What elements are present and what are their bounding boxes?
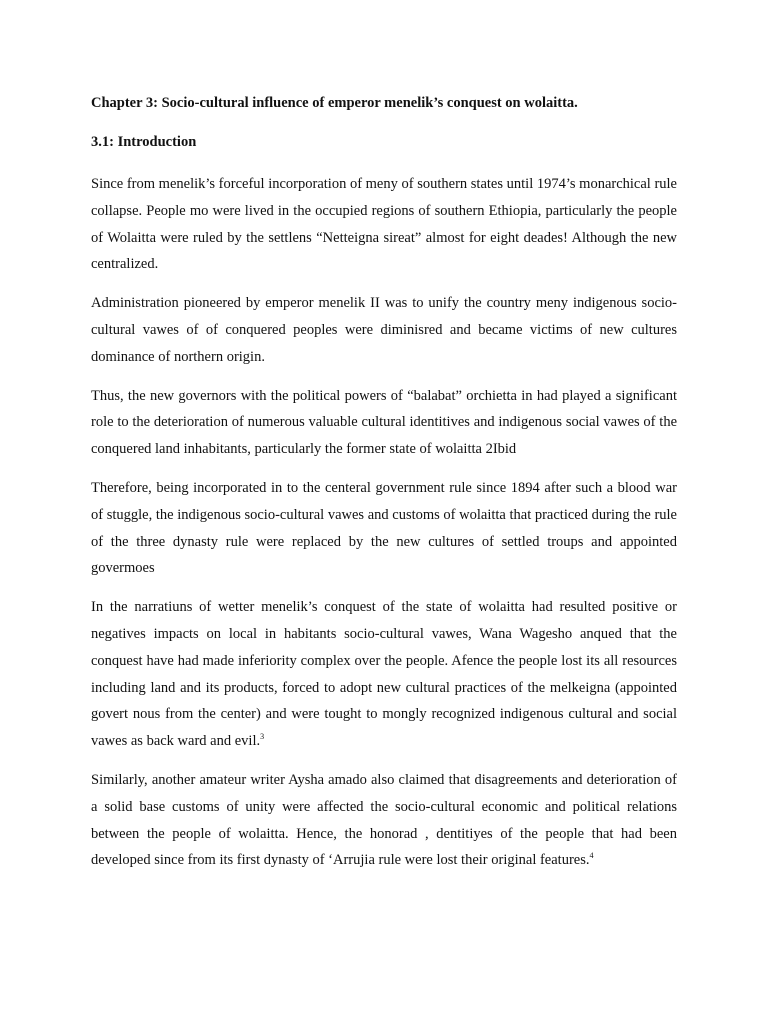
- paragraph-text: Therefore, being incorporated in to the centeral government rule since 1894 after such a blood war of stuggle, the indigenous socio-cultural vawes and customs of wolaitta that practiced during the rule of the three dynasty rule were replaced by the new cultures of settled troups and appointed govermoes: [91, 479, 677, 577]
- footnote-ref-3: 3: [260, 732, 265, 742]
- paragraph-2: [91, 290, 677, 370]
- paragraph-3: [91, 383, 677, 463]
- paragraph-1: [91, 171, 677, 278]
- section-heading: 3.1: Introduction: [91, 134, 197, 150]
- paragraph-text: Administration pioneered by emperor menelik II was to unify the country meny indigenous socio-cultural vawes of of conquered peoples were diminisred and became victims of new cultures dominance of northern origin.: [91, 295, 677, 365]
- paragraph-5: [91, 594, 677, 755]
- paragraph-text: Since from menelik’s forceful incorporation of meny of southern states until 1974’s monarchical rule collapse. People mo were lived in the occupied regions of southern Ethiopia, particularly the people of Wolaitta were ruled by the settlens “Netteigna sireat” almost for eight deades! Although the new centralized.: [91, 176, 677, 273]
- footnote-ref-4: 4: [589, 851, 594, 861]
- paragraph-text: In the narratiuns of wetter menelik’s conquest of the state of wolaitta had resulted positive or negatives impacts on local in habitants socio-cultural vawes, Wana Wagesho anqued that the conquest have had made inferiority complex over the people. Afence the people lost its all resources including land and its products, forced to adopt new cultural practices of the melkeigna (appointed govert nous from the center) and were tought to mongly recognized indigenous cultural and social vawes as back ward and evil.: [91, 599, 677, 750]
- chapter-title: Chapter 3: Socio-cultural influence of emperor menelik’s conquest on wolaitta.: [91, 95, 578, 111]
- paragraph-6: [91, 767, 677, 874]
- paragraph-text: Similarly, another amateur writer Aysha amado also claimed that disagreements and deterioration of a solid base customs of unity were affected the socio-cultural economic and political relations between the people of wolaitta. Hence, the honorad , dentitiyes of the people that had been developed since from its first dynasty of ‘Arrujia rule were lost their original features.: [91, 771, 677, 869]
- paragraph-4: [91, 475, 677, 582]
- paragraph-text: Thus, the new governors with the political powers of “balabat” orchietta in had played a significant role to the deterioration of numerous valuable cultural identitives and indigenous social vawes of the conquered land inhabitants, particularly the former state of wolaitta 2Ibid: [91, 387, 677, 458]
